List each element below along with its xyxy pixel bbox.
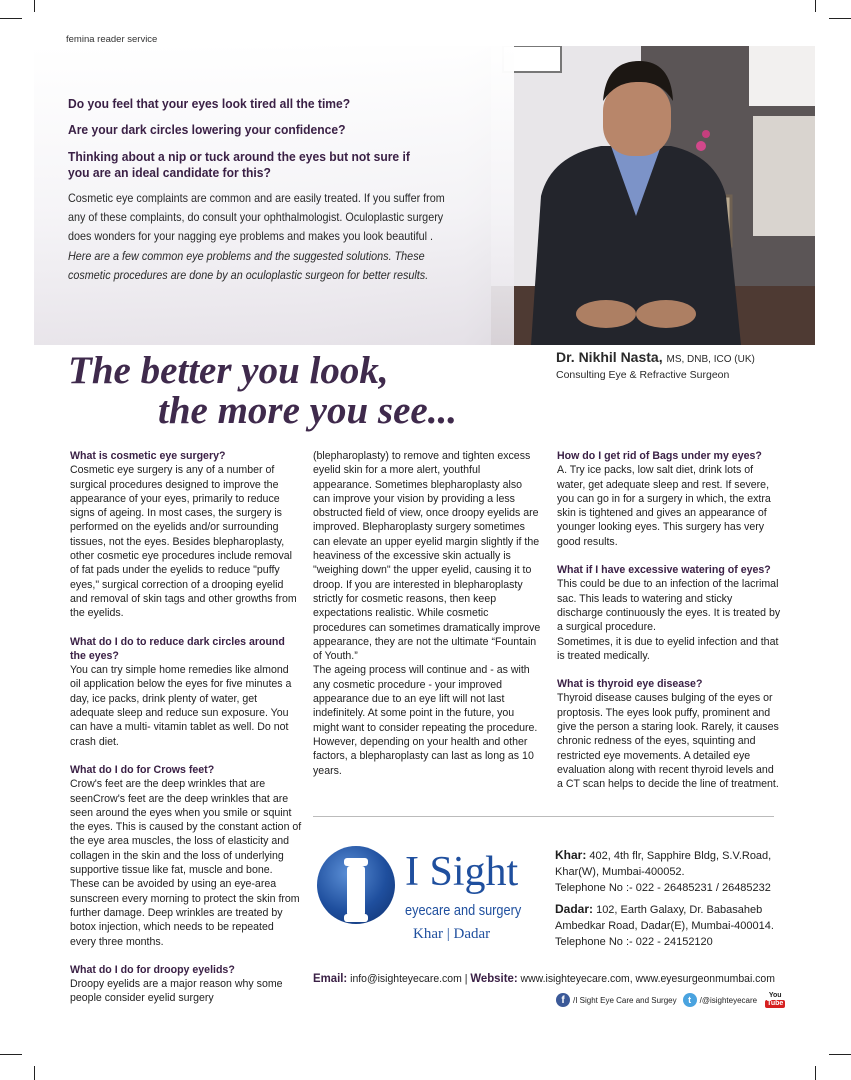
logo-locations: Khar | Dadar bbox=[413, 926, 491, 942]
crop-mark bbox=[829, 18, 851, 19]
faq-section bbox=[70, 449, 302, 621]
question-3-line-1: Thinking about a nip or tuck around the eyes but not sure if bbox=[68, 149, 410, 164]
phone-number: Telephone No :- 022 - 26485231 / 26485232 bbox=[555, 881, 771, 894]
headline-line-1: The better you look, bbox=[68, 349, 389, 392]
faq-section bbox=[70, 963, 302, 1006]
faq-heading: What is thyroid eye disease? bbox=[557, 678, 703, 691]
phone-number: Telephone No :- 022 - 24152120 bbox=[555, 935, 713, 948]
question-3-line-2: you are an ideal candidate for this? bbox=[68, 165, 271, 180]
address-line: 402, 4th flr, Sapphire Bldg, S.V.Road, bbox=[586, 850, 772, 862]
faq-heading: How do I get rid of Bags under my eyes? bbox=[557, 450, 762, 462]
faq-section bbox=[70, 635, 302, 749]
faq-heading: What do I do for Crows feet? bbox=[70, 763, 215, 776]
isight-logo bbox=[317, 840, 527, 950]
contact-line bbox=[313, 971, 775, 985]
address-label: Dadar: bbox=[555, 902, 594, 916]
intro-paragraph bbox=[68, 189, 446, 285]
intro-line: does wonders for your nagging eye problems and makes you look beautiful . bbox=[68, 229, 434, 244]
article-paragraph: The ageing process will continue and - as with any cosmetic procedure - your improved appearance due to an eye lift will not last indefinitely. At some point in the future, you might want to consider repeating the procedure. bbox=[313, 664, 538, 734]
faq-body: A. Try ice packs, low salt diet, drink lots of water, get adequate sleep and rest. If severe, you can go in for a surgery in which, the extra skin is tightened and gives an appearance of younger looking eyes. This surgery has very good results. bbox=[557, 464, 771, 548]
email-label: Email: bbox=[313, 971, 348, 985]
youtube-icon[interactable] bbox=[765, 992, 785, 1008]
intro-line: Cosmetic eye complaints are common and are easily treated. If you suffer from bbox=[68, 191, 445, 205]
faq-section bbox=[557, 677, 781, 791]
faq-section bbox=[557, 449, 781, 549]
crop-mark bbox=[829, 1054, 851, 1055]
faq-body: Droopy eyelids are a major reason why some people consider eyelid surgery bbox=[70, 978, 283, 1005]
faq-body: You can try simple home remedies like almond oil application below the eyes for five minutes a day, ice packs, drink plenty of water, get adequate sleep and reduce sun exposure. You can have a multi- vitamin tablet as well. Do not crash diet. bbox=[70, 664, 292, 748]
address-line: Ambedkar Road, Dadar(E), Mumbai-400014. bbox=[555, 919, 774, 932]
logo-name: I Sight bbox=[405, 849, 519, 895]
email-link[interactable]: info@isighteyecare.com bbox=[347, 973, 462, 985]
facebook-icon[interactable]: f bbox=[556, 993, 570, 1007]
website-link[interactable]: www.isighteyecare.com, www.eyesurgeonmumbai.com bbox=[517, 973, 775, 985]
faq-body: Thyroid disease causes bulging of the eyes or proptosis. The eyes look puffy, prominent and give the person a staring look. Rarely, it causes chronic redness of the eyes, squinting and restricted eye movements. A detailed eye evaluation along with recent thyroid levels and a CT scan helps to decide the line of treatment. bbox=[557, 692, 779, 791]
faq-section bbox=[557, 563, 781, 663]
faq-body: Sometimes, it is due to eyelid infection and that is treated medically. bbox=[557, 635, 779, 662]
crop-mark bbox=[0, 18, 22, 19]
intro-line-italic: Here are a few common eye problems and the suggested solutions. These bbox=[68, 248, 425, 263]
logo-tagline: eyecare and surgery bbox=[405, 902, 522, 919]
hero-banner bbox=[34, 46, 815, 345]
youtube-text: You bbox=[768, 992, 782, 999]
article-column-2 bbox=[313, 449, 541, 778]
doctor-qualifications: MS, DNB, ICO (UK) bbox=[666, 354, 755, 365]
faq-body: This could be due to an infection of the lacrimal sac. This leads to watering and sticky discharge continuously the eyes. It is treated by a surgical procedure. bbox=[557, 578, 781, 634]
address-label: Khar: bbox=[555, 848, 587, 862]
youtube-text: Tube bbox=[767, 1000, 784, 1007]
faq-body: Crow's feet are the deep wrinkles that are seenCrow's feet are the deep wrinkles that are seen around the eyes when you smile or squint the eyes. This is caused by the constant action of the eye area muscles, the loss of elasticity and collagen in the skin and the loss of underlying supportive tissue like fat, muscle and bone. These can be avoided by using an eye-area sunscreen every morning to protect the skin from further damage. Deep wrinkles are treated by botox injection, which needs to be repeated every three months. bbox=[70, 778, 302, 948]
logo-eye-icon bbox=[317, 846, 395, 924]
article-column-1 bbox=[70, 449, 302, 1020]
article-paragraph: (blepharoplasty) to remove and tighten excess eyelid skin for a more alert, youthful appearance. Sometimes blepharoplasty also can improve your vision by providing a less obstructed field of view, once droopy eyelids are improved. Blepharoplasty surgery sometimes can elevate an upper eyelid margin slightly if the heaviness of the excessive skin actually is "weighing down" the upper eyelid, causing it to droop. If you are interested in blepharoplasty strictly for cosmetic reasons, then keep expectations realistic. While cosmetic procedures can sometimes dramatically improve appearance, they are not the ultimate “Fountain of Youth.” bbox=[313, 450, 541, 663]
website-label: Website: bbox=[470, 971, 518, 985]
faq-heading: What if I have excessive watering of eyes? bbox=[557, 564, 771, 577]
faq-heading: What do I do for droopy eyelids? bbox=[70, 963, 235, 976]
article-paragraph: However, depending on your health and other factors, a blepharoplasty can last as long as 10 years. bbox=[313, 735, 534, 777]
question-1: Do you feel that your eyes look tired all the time? bbox=[68, 96, 351, 111]
crop-mark bbox=[815, 1066, 816, 1080]
question-2: Are your dark circles lowering your confidence? bbox=[68, 122, 346, 137]
crop-mark bbox=[34, 0, 35, 12]
doctor-name bbox=[556, 349, 755, 365]
khar-address bbox=[555, 848, 795, 896]
doctor-photo bbox=[491, 46, 815, 345]
crop-mark bbox=[815, 0, 816, 12]
faq-heading: What do I do to reduce dark circles around the eyes? bbox=[70, 635, 285, 662]
doctor-title: Consulting Eye & Refractive Surgeon bbox=[556, 369, 730, 381]
faq-heading: What is cosmetic eye surgery? bbox=[70, 450, 226, 462]
divider bbox=[313, 816, 774, 817]
crop-mark bbox=[0, 1054, 22, 1055]
intro-line: any of these complaints, do consult your ophthalmologist. Oculoplastic surgery bbox=[68, 210, 444, 225]
social-links bbox=[556, 992, 785, 1008]
article-column-3 bbox=[557, 449, 781, 806]
address-line: 102, Earth Galaxy, Dr. Babasaheb bbox=[593, 904, 763, 916]
section-label: femina reader service bbox=[66, 34, 158, 45]
faq-body: Cosmetic eye surgery is any of a number of surgical procedures designed to improve the appearance of your eyes, primarily to reduce signs of ageing. In most cases, the surgery is performed on the eyelids and/or surrounding tissues, not the eyes. Besides blepharoplasty, other cosmetic eye procedures include removal of fat pads under the eyelids to reduce "puffy eyes," surgical correction of a drooping eyelid and removal of skin tags and other growths from the eyelids. bbox=[70, 464, 297, 620]
intro-line-italic: cosmetic procedures are done by an oculoplastic surgeon for better results. bbox=[68, 267, 429, 282]
twitter-icon[interactable]: t bbox=[683, 993, 697, 1007]
separator: | bbox=[461, 973, 471, 985]
twitter-handle[interactable]: /@isighteyecare bbox=[699, 995, 758, 1005]
crop-mark bbox=[34, 1066, 35, 1080]
headline-line-2: the more you see... bbox=[158, 389, 457, 432]
faq-section bbox=[70, 763, 302, 949]
dadar-address bbox=[555, 902, 795, 950]
facebook-handle[interactable]: /I Sight Eye Care and Surgey bbox=[573, 995, 677, 1005]
doctor-name-text: Dr. Nikhil Nasta, bbox=[556, 349, 663, 365]
address-line: Khar(W), Mumbai-400052. bbox=[555, 865, 685, 878]
